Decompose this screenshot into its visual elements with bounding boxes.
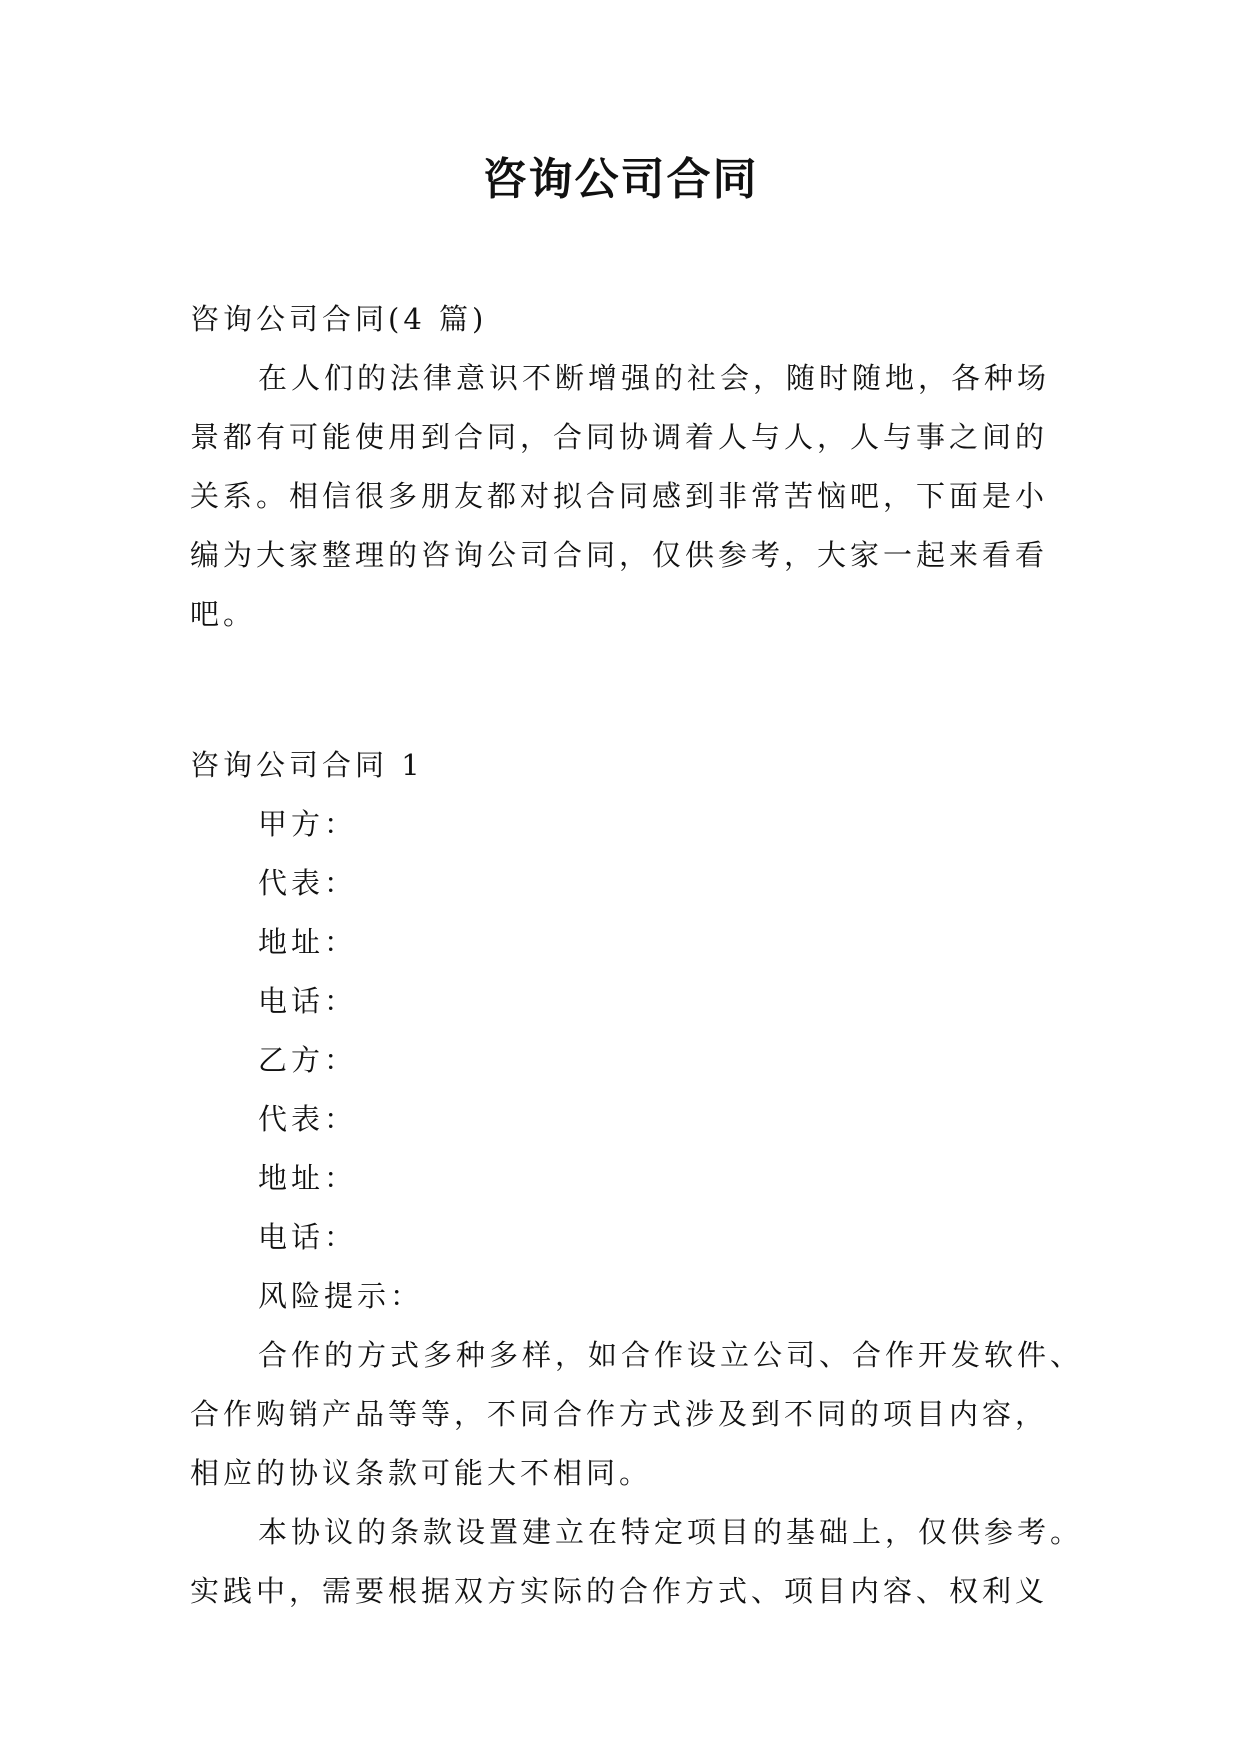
- party-a-representative-label: 代表：: [258, 866, 358, 900]
- party-b-address-label: 地址：: [258, 1161, 358, 1195]
- party-b-label: 乙方：: [258, 1043, 358, 1077]
- risk-paragraph-line: 合作的方式多种多样，如合作设立公司、合作开发软件、: [258, 1338, 1084, 1372]
- document-body: [190, 290, 1084, 1621]
- section-spacer: [190, 644, 1070, 736]
- risk-paragraph-line: 相应的协议条款可能大不相同。: [190, 1456, 653, 1490]
- document-subtitle: 咨询公司合同(4 篇): [190, 302, 488, 336]
- intro-line: 关系。相信很多朋友都对拟合同感到非常苦恼吧，下面是小: [190, 479, 1049, 513]
- party-a-phone-label: 电话：: [258, 984, 358, 1018]
- document-title: 咨询公司合同: [482, 154, 759, 205]
- intro-line: 景都有可能使用到合同，合同协调着人与人，人与事之间的: [190, 420, 1049, 454]
- intro-line: 在人们的法律意识不断增强的社会，随时随地，各种场: [258, 361, 1051, 395]
- party-a-address-label: 地址：: [258, 925, 358, 959]
- party-b-phone-label: 电话：: [258, 1220, 358, 1254]
- intro-line: 吧。: [190, 597, 257, 631]
- risk-paragraph-line: 合作购销产品等等，不同合作方式涉及到不同的项目内容，: [190, 1397, 1049, 1431]
- party-b-representative-label: 代表：: [258, 1102, 358, 1136]
- risk-notice-heading: 风险提示：: [258, 1279, 424, 1313]
- risk-paragraph-line: 本协议的条款设置建立在特定项目的基础上，仅供参考。: [258, 1515, 1084, 1549]
- intro-line: 编为大家整理的咨询公司合同，仅供参考，大家一起来看看: [190, 538, 1049, 572]
- risk-paragraph-line: 实践中，需要根据双方实际的合作方式、项目内容、权利义: [190, 1574, 1049, 1608]
- section-heading: 咨询公司合同 1: [190, 748, 424, 782]
- party-a-label: 甲方：: [258, 807, 358, 841]
